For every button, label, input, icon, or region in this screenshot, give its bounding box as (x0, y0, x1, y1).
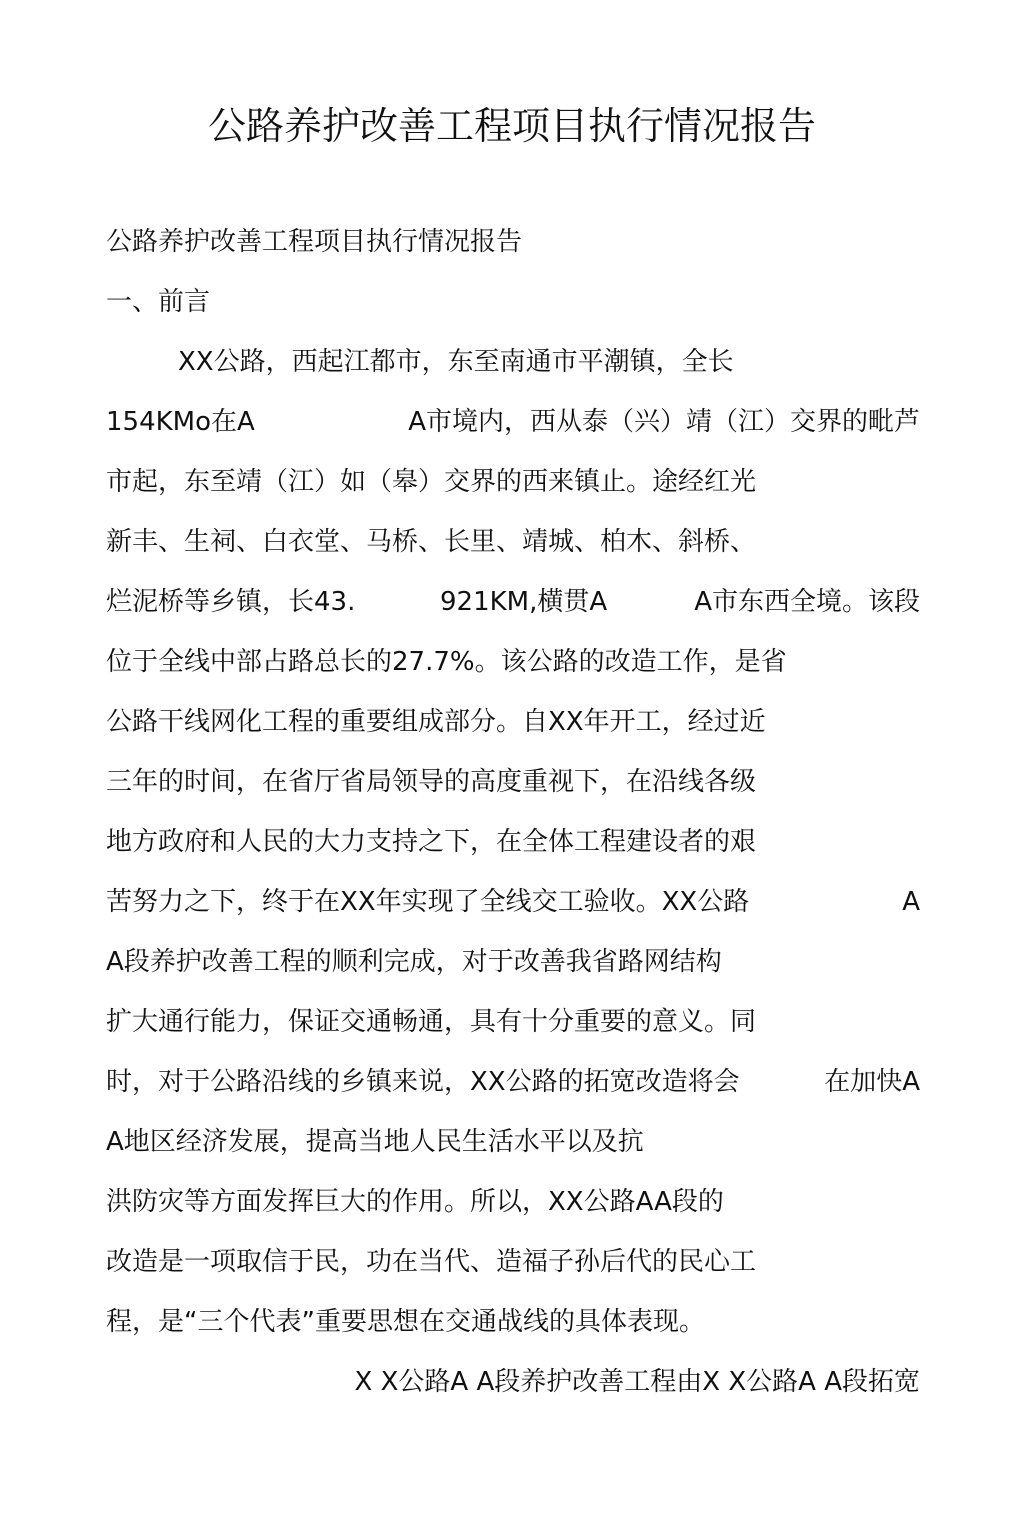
line-segment: 烂泥桥等乡镇，长43. (106, 587, 356, 617)
paragraph-line: 地方政府和人民的大力支持之下，在全体工程建设者的艰 (106, 827, 757, 857)
line-segment: 154KMo在A (106, 407, 255, 437)
line-segment: 在加快A (824, 1067, 920, 1097)
paragraph-line: 公路干线网化工程的重要组成部分。自XX年开工，经过近 (106, 707, 766, 737)
paragraph-line: 扩大通行能力，保证交通畅通，具有十分重要的意义。同 (106, 1007, 757, 1037)
paragraph-line: XX公路，西起江都市，东至南通市平潮镇，全长 (178, 347, 734, 377)
paragraph-line: 洪防灾等方面发挥巨大的作用。所以，XX公路AA段的 (106, 1187, 724, 1217)
line-segment: A (902, 887, 920, 917)
line-segment: A市境内，西从泰（兴）靖（江）交界的毗芦 (408, 407, 920, 437)
paragraph-line: 新丰、生祠、白衣堂、马桥、长里、靖城、柏木、斜桥、 (106, 527, 757, 557)
document-subtitle: 公路养护改善工程项目执行情况报告 (106, 227, 523, 257)
line-segment: 921KM,横贯A (440, 587, 608, 617)
paragraph-line: 三年的时间，在省厅省局领导的高度重视下，在沿线各级 (106, 767, 757, 797)
line-segment: X X公路A A段养护改善工程由X X公路A A段拓宽 (354, 1367, 920, 1397)
paragraph-line: 市起，东至靖（江）如（皋）交界的西来镇止。途经红光 (106, 467, 757, 497)
document-title: 公路养护改善工程项目执行情况报告 (207, 104, 816, 148)
section-heading: 一、前言 (106, 287, 211, 317)
paragraph-line: 改造是一项取信于民，功在当代、造福子孙后代的民心工 (106, 1247, 757, 1277)
paragraph-line: 程，是“三个代表”重要思想在交通战线的具体表现。 (106, 1307, 705, 1337)
paragraph-line: A地区经济发展，提高当地人民生活水平以及抗 (106, 1127, 644, 1157)
paragraph-line: 位于全线中部占路总长的27.7%。该公路的改造工作，是省 (106, 647, 787, 677)
line-segment: A市东西全境。该段 (694, 587, 920, 617)
line-segment: 时，对于公路沿线的乡镇来说，XX公路的拓宽改造将会 (106, 1067, 740, 1097)
line-segment: 苦努力之下，终于在XX年实现了全线交工验收。XX公路 (106, 887, 750, 917)
paragraph-line: A段养护改善工程的顺利完成，对于改善我省路网结构 (106, 947, 722, 977)
